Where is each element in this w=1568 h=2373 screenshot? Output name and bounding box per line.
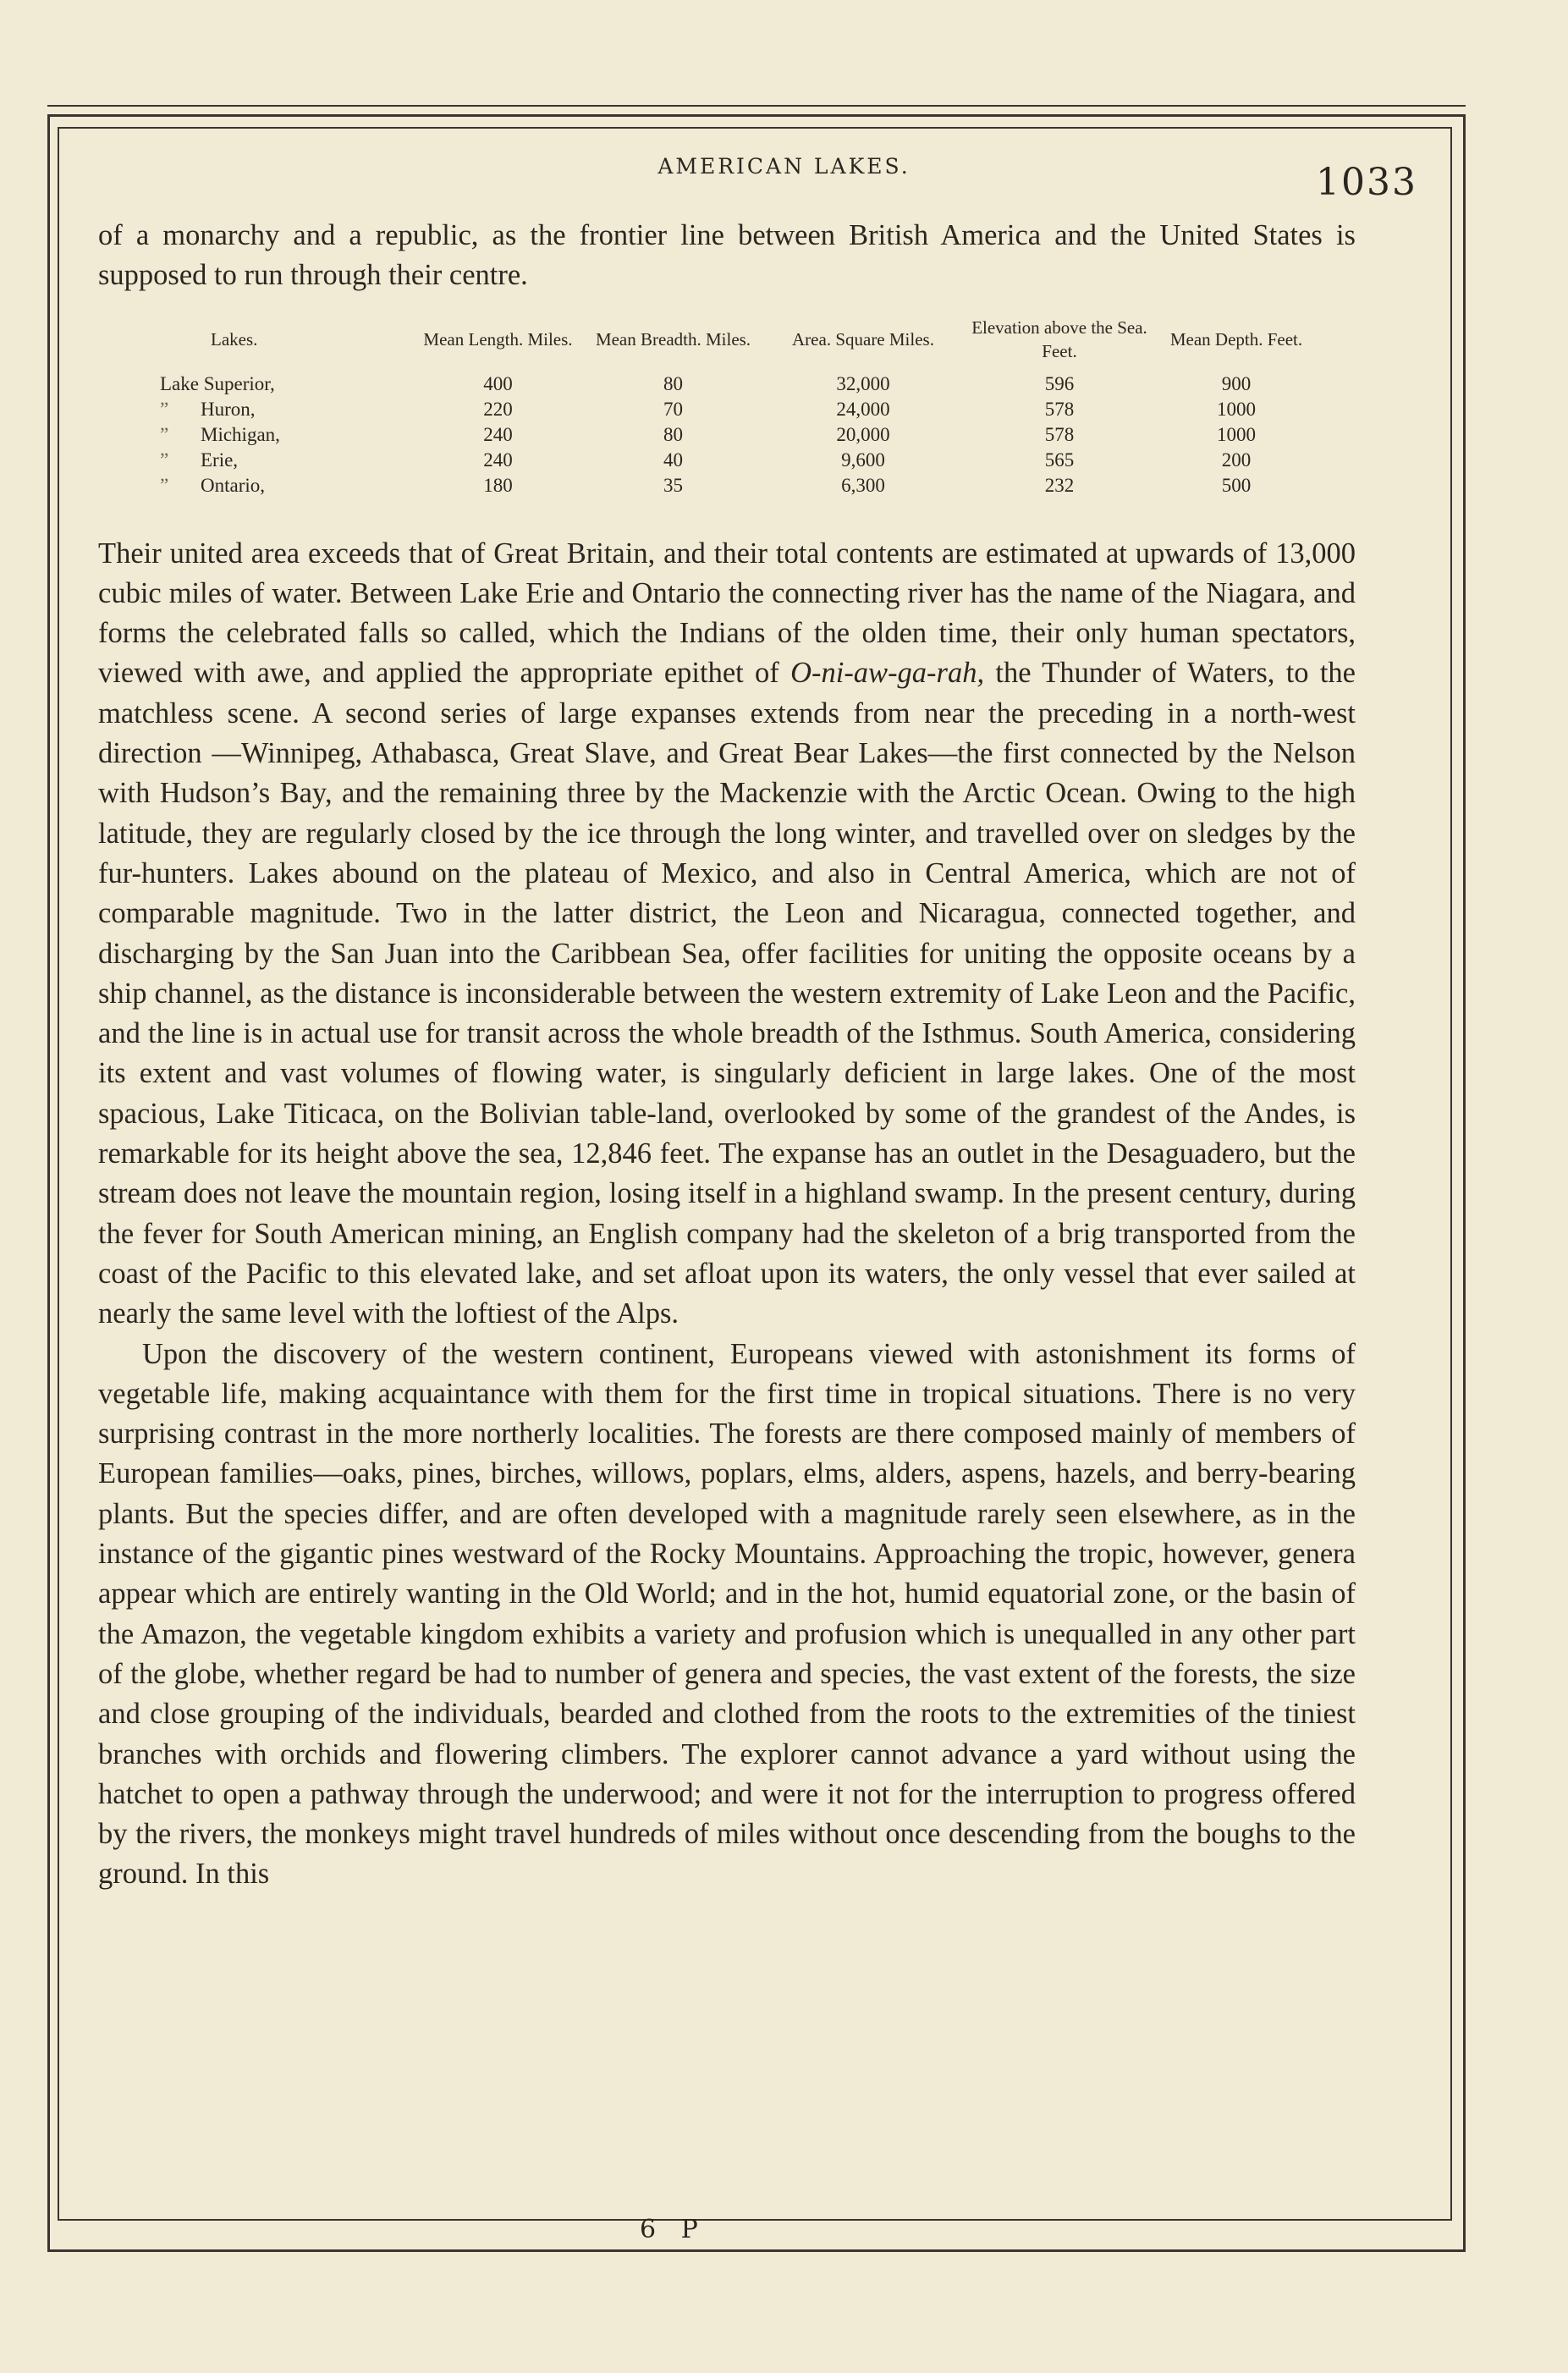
cell-elevation: 596 [1044, 372, 1075, 394]
col-header-length: Mean Length. Miles. [423, 328, 573, 350]
page-number: 1033 [1316, 161, 1417, 204]
lake-name-label: Erie, [201, 449, 239, 471]
cell-elevation: 565 [1044, 449, 1075, 471]
lakes-table-row [160, 448, 1319, 473]
cell-area: 6,300 [841, 474, 885, 496]
ditto-mark: ” [160, 474, 169, 496]
cell-elevation: 578 [1044, 398, 1075, 420]
ditto-mark: ” [160, 398, 169, 420]
cell-area: 20,000 [836, 423, 890, 445]
lakes-table-row [160, 397, 1319, 422]
cell-lake-name [160, 448, 410, 473]
col-header-depth: Mean Depth. Feet. [1169, 328, 1303, 350]
cell-breadth: 35 [663, 474, 683, 496]
paragraph-vegetation: Upon the discovery of the western continent, Europeans viewed with astonishment its forms of vegetable life, making acquaintance with them for the first time in tropical situations. There is no very surprising contrast in the more northerly localities. The forests are there composed mainly of members of European families—oaks, pines, birches, willows, poplars, elms, alders, aspens, hazels, and berry-bearing plants. But the species differ, and are often developed with a magnitude rarely seen elsewhere, as in the instance of the gigantic pines westward of the Rocky Mountains. Approaching the tropic, however, genera appear which are entirely wanting in the Old World; and in the hot, humid equatorial zone, or the basin of the Amazon, the vegetable kingdom exhibits a variety and profusion which is unequalled in any other part of the globe, whether regard be had to number of genera and species, the vast extent of the forests, the size and close grouping of the individuals, bearded and clothed from the roots to the extremities of the tiniest branches with orchids and flowering climbers. The explorer cannot advance a yard without using the hatchet to open a pathway through the underwood; and were it not for the interruption to progress offered by the rivers, the monkeys might travel hundreds of miles without once descending from the boughs to the ground. In this [98, 1337, 1356, 1891]
cell-elevation: 578 [1044, 423, 1075, 445]
cell-length: 220 [483, 398, 513, 420]
running-head: AMERICAN LAKES. [657, 154, 911, 179]
cell-breadth: 80 [663, 372, 683, 394]
lakes-table-body [160, 372, 1319, 498]
ditto-mark: ” [160, 449, 169, 471]
col-header-lakes: Lakes. [211, 328, 258, 350]
lake-name-label: Huron, [201, 398, 256, 420]
opening-paragraph: of a monarchy and a republic, as the frontier line between British America and the United States is supposed to run through their centre. [98, 219, 1356, 292]
cell-area: 32,000 [836, 372, 890, 394]
lake-name-label: Ontario, [201, 474, 266, 496]
ditto-mark: ” [160, 423, 169, 445]
cell-length: 180 [483, 474, 513, 496]
cell-lake-name [160, 422, 410, 448]
cell-depth: 1000 [1217, 423, 1256, 445]
lakes-table-header-row [160, 315, 1319, 372]
lakes-table-row [160, 422, 1319, 448]
lake-name-label: Michigan, [201, 423, 280, 445]
cell-breadth: 40 [663, 449, 683, 471]
lakes-table [160, 315, 1319, 498]
cell-area: 24,000 [836, 398, 890, 420]
cell-lake-name [160, 473, 410, 498]
paragraph-1-text-b: the Thunder of Waters, to the matchless scene. A second series of large expanses extends from near the preceding in a north-west direction —Winnipeg, Athabasca, Great Slave, and Great Bear Lakes—the first connected by the Nelson with Hudson’s Bay, and the remaining three by the Mackenzie with the Arctic Ocean. Owing to the high latitude, they are regularly closed by the ice through the long winter, and travelled over on sledges by the fur-hunters. Lakes abound on the plateau of Mexico, and also in Central America, which are not of comparable magnitude. Two in the latter district, the Leon and Nicaragua, connected together, and discharging by the San Juan into the Caribbean Sea, offer facilities for uniting the opposite oceans by a ship channel, as the distance is inconsiderable between the western extremity of Lake Leon and the Pacific, and the line is in actual use for transit across the whole breadth of the Isthmus. South America, considering its extent and vast volumes of flowing water, is singularly deficient in large lakes. One of the most spacious, Lake Titicaca, on the Bolivian table-land, overlooked by some of the grandest of the Andes, is remarkable for its height above the sea, 12,846 feet. The expanse has an outlet in the Desaguadero, but the stream does not leave the mountain region, losing itself in a highland swamp. In the present century, during the fever for South American mining, an English company had the skeleton of a brig transported from the coast of the Pacific to this elevated lake, and set afloat upon its waters, the only vessel that ever sailed at nearly the same level with the loftiest of the Alps. [98, 657, 1356, 1330]
cell-lake-name [160, 372, 410, 397]
cell-area: 9,600 [841, 449, 885, 471]
cell-length: 240 [483, 423, 513, 445]
cell-length: 400 [483, 372, 513, 394]
paragraph-1-italic-term: O-ni-aw-ga-rah, [790, 657, 985, 690]
col-header-breadth: Mean Breadth. Miles. [595, 328, 751, 350]
lakes-table-row [160, 372, 1319, 397]
cell-breadth: 70 [663, 398, 683, 420]
paragraph-1-text-a: Their united area exceeds that of Great Britain, and their total contents are estimated at upwards of 13,000 cubic miles of water. Between Lake Erie and Ontario the connecting river has the name of the Niagara, and forms the celebrated falls so called, which the Indians of the olden time, their only human spectators, viewed with awe, and applied the appropriate epithet of [98, 537, 1356, 690]
cell-depth: 900 [1221, 372, 1252, 394]
paragraph-lakes-description [98, 534, 1356, 1335]
signature-mark: 6 P [640, 2215, 707, 2244]
page-body [98, 216, 1356, 1895]
top-rule [47, 105, 1466, 107]
cell-elevation: 232 [1044, 474, 1075, 496]
cell-depth: 200 [1221, 449, 1252, 471]
cell-length: 240 [483, 449, 513, 471]
col-header-elevation: Elevation above the Sea. Feet. [971, 317, 1147, 361]
cell-breadth: 80 [663, 423, 683, 445]
cell-lake-name [160, 397, 410, 422]
col-header-area: Area. Square Miles. [792, 328, 934, 350]
cell-depth: 500 [1221, 474, 1252, 496]
cell-depth: 1000 [1217, 398, 1256, 420]
lake-name-label: Lake Superior, [160, 372, 275, 394]
lakes-table-row [160, 473, 1319, 498]
